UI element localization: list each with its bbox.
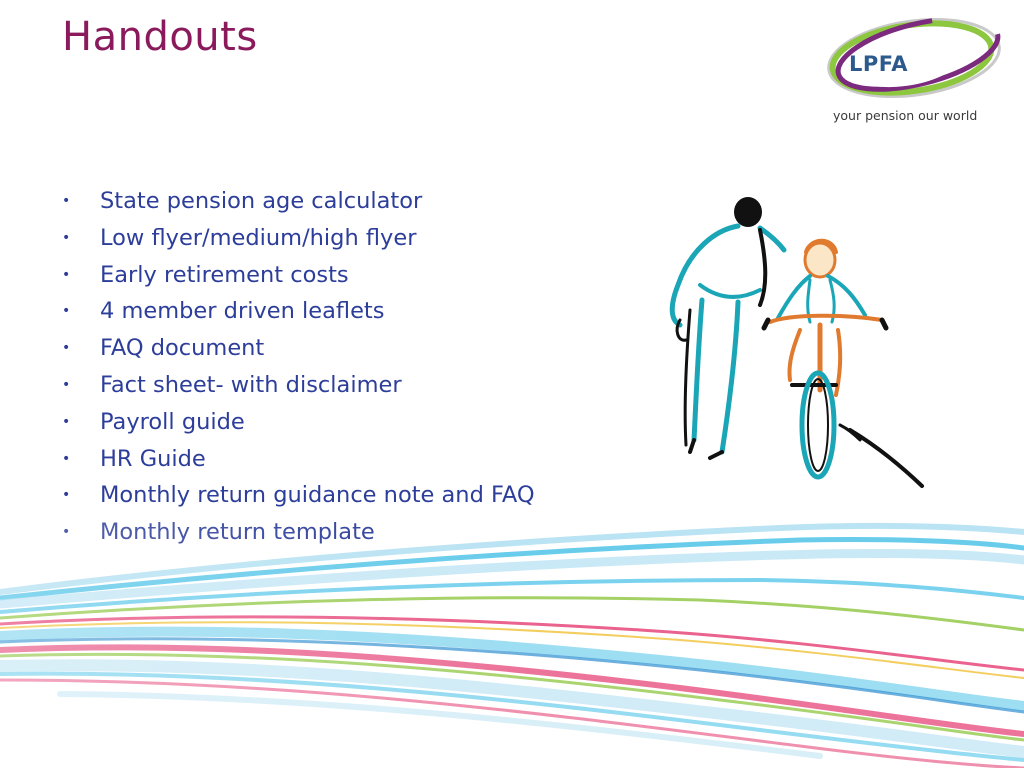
bullet-icon: • bbox=[62, 266, 71, 283]
bullet-icon: • bbox=[62, 303, 71, 320]
list-item bbox=[58, 441, 535, 478]
logo-text: LPFA bbox=[849, 52, 908, 76]
handout-list bbox=[58, 183, 535, 551]
logo-tagline: your pension our world bbox=[833, 108, 978, 123]
list-item-text: Low flyer/medium/high flyer bbox=[100, 224, 417, 251]
bullet-icon: • bbox=[62, 376, 71, 393]
list-item-text: State pension age calculator bbox=[100, 188, 423, 214]
bullet-icon: • bbox=[62, 487, 71, 504]
bullet-icon: • bbox=[62, 450, 71, 467]
list-item bbox=[58, 477, 535, 514]
list-item bbox=[58, 220, 535, 257]
bullet-icon: • bbox=[62, 340, 71, 357]
list-item bbox=[58, 330, 535, 367]
list-item bbox=[58, 404, 535, 441]
list-item-text: Payroll guide bbox=[100, 408, 245, 435]
bullet-icon: • bbox=[62, 413, 71, 430]
decorative-waves-icon bbox=[0, 520, 1024, 768]
lpfa-logo bbox=[822, 12, 1012, 130]
list-item-text: HR Guide bbox=[100, 445, 206, 472]
list-item bbox=[58, 257, 535, 294]
list-item-text: Monthly return guidance note and FAQ bbox=[100, 482, 535, 509]
bullet-icon: • bbox=[62, 193, 71, 209]
list-item bbox=[58, 293, 535, 330]
bicycle-illustration-icon bbox=[660, 190, 940, 500]
list-item-text: Early retirement costs bbox=[100, 261, 349, 288]
list-item-text: Fact sheet- with disclaimer bbox=[100, 371, 402, 398]
list-item bbox=[58, 367, 535, 404]
list-item-text: 4 member driven leaflets bbox=[100, 298, 385, 325]
slide-title: Handouts bbox=[62, 14, 258, 60]
list-item bbox=[58, 183, 535, 220]
bullet-icon: • bbox=[62, 229, 71, 246]
list-item-text: FAQ document bbox=[100, 335, 265, 362]
